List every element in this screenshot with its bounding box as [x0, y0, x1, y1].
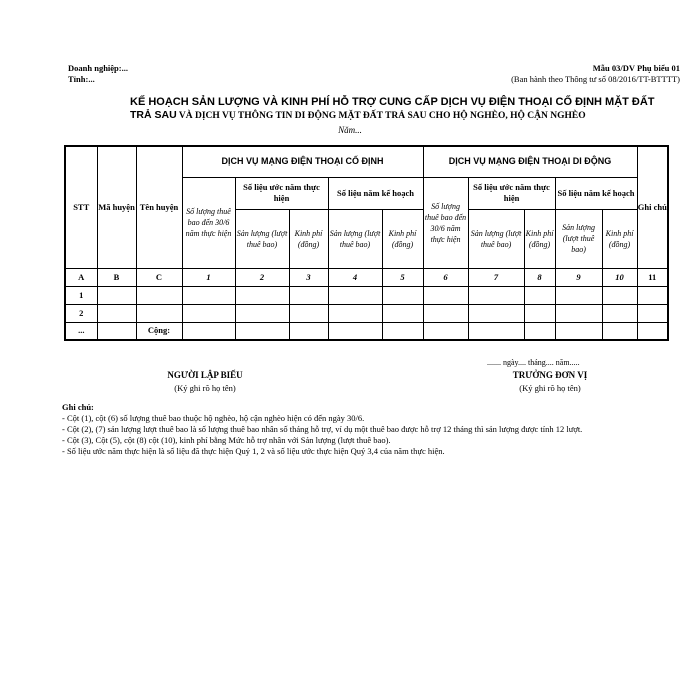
fixed-plan-header: Số liệu năm kế hoạch: [328, 177, 423, 209]
note-item: - Cột (1), cột (6) số lượng thuê bao thuộc hộ nghèo, hộ cận nghèo hiện có đến ngày 30/6.: [62, 413, 365, 423]
note-item: - Cột (2), (7) sản lượng lượt thuê bao là số lượng thuê bao nhân số tháng hỗ trợ, ví dụ một thuê bao được hỗ trợ 12 tháng thì sản lượng được tính 12 lượt.: [62, 424, 583, 434]
mobile-plan-funding-header: Kinh phí (đồng): [602, 209, 637, 268]
index-cell: 7: [468, 268, 524, 286]
row-number: 2: [65, 304, 97, 322]
index-cell: 5: [382, 268, 423, 286]
index-cell: 6: [423, 268, 468, 286]
index-cell: C: [136, 268, 182, 286]
head-note: (Ký ghi rõ họ tên): [519, 383, 581, 393]
preparer-note: (Ký ghi rõ họ tên): [174, 383, 236, 393]
col-district-name-header: Tên huyện: [136, 146, 182, 268]
date-line: ....... ngày.... tháng.... năm.....: [487, 358, 580, 367]
fixed-plan-volume-header: Sản lượng (lượt thuê bao): [328, 209, 382, 268]
preparer-signature: [130, 369, 280, 395]
index-cell: 9: [555, 268, 602, 286]
document-title: KẾ HOẠCH SẢN LƯỢNG VÀ KINH PHÍ HỖ TRỢ CUNG CẤP DỊCH VỤ ĐIỆN THOẠI CỐ ĐỊNH MẶT ĐẤT: [130, 96, 655, 108]
index-cell: 4: [328, 268, 382, 286]
col-note-header: Ghi chú: [637, 146, 668, 268]
row-number: 1: [65, 286, 97, 304]
province-label: Tỉnh:...: [68, 74, 95, 84]
index-cell: 2: [235, 268, 289, 286]
index-cell: 11: [637, 268, 668, 286]
head-title: TRƯỞNG ĐƠN VỊ: [512, 370, 588, 380]
mobile-estimate-volume-header: Sản lượng (lượt thuê bao): [468, 209, 524, 268]
table-row: [65, 322, 668, 340]
note-item: - Cột (3), Cột (5), cột (8) cột (10), kinh phí bằng Mức hỗ trợ nhân với Sản lượng (lượt thuê bao).: [62, 435, 391, 445]
mobile-subscribers-header: Số lượng thuê bao đến 30/6 năm thực hiện: [423, 177, 468, 268]
index-cell: 10: [602, 268, 637, 286]
head-signature: [475, 369, 625, 395]
table-row: [65, 304, 668, 322]
col-district-code-header: Mã huyện: [97, 146, 136, 268]
index-cell: 8: [524, 268, 555, 286]
enterprise-label: Doanh nghiệp:...: [68, 63, 128, 73]
subtitle-rest: VÀ DỊCH VỤ THÔNG TIN DI ĐỘNG MẶT ĐẤT TRẢ SAU CHO HỘ NGHÈO, HỘ CẬN NGHÈO: [176, 111, 586, 121]
preparer-title: NGƯỜI LẬP BIỂU: [167, 370, 243, 380]
row-number: ...: [65, 322, 97, 340]
index-cell: 1: [182, 268, 235, 286]
plan-table: [64, 145, 669, 341]
group-fixed-header: DỊCH VỤ MẠNG ĐIỆN THOẠI CỐ ĐỊNH: [182, 146, 423, 177]
fixed-estimate-header: Số liệu ước năm thực hiện: [235, 177, 328, 209]
document-subtitle: [130, 109, 586, 121]
issued-by: (Ban hành theo Thông tư số 08/2016/TT-BTTTT): [511, 74, 680, 84]
header-left: [68, 63, 128, 85]
header-right: [511, 63, 680, 85]
mobile-plan-header: Số liệu năm kế hoạch: [555, 177, 637, 209]
notes-section: [62, 402, 647, 457]
fixed-estimate-funding-header: Kinh phí (đồng): [289, 209, 328, 268]
index-cell: 3: [289, 268, 328, 286]
index-cell: B: [97, 268, 136, 286]
subtitle-lead: TRẢ SAU: [130, 109, 177, 121]
col-stt-header: STT: [65, 146, 97, 268]
fixed-subscribers-header: Số lượng thuê bao đến 30/6 năm thực hiện: [182, 177, 235, 268]
table-row: [65, 286, 668, 304]
notes-title: Ghi chú:: [62, 402, 94, 412]
total-label: Cộng:: [136, 322, 182, 340]
index-cell: A: [65, 268, 97, 286]
note-item: - Số liệu ước năm thực hiện là số liệu đã thực hiện Quý 1, 2 và số liệu ước thực hiện Quý 3,4 của năm thực hiện.: [62, 446, 445, 456]
index-row: [65, 268, 668, 286]
mobile-estimate-header: Số liệu ước năm thực hiện: [468, 177, 555, 209]
fixed-plan-funding-header: Kinh phí (đồng): [382, 209, 423, 268]
form-code: Mẫu 03/DV Phụ biểu 01: [592, 63, 680, 73]
fixed-estimate-volume-header: Sản lượng (lượt thuê bao): [235, 209, 289, 268]
mobile-plan-volume-header: Sản lượng (lượt thuê bao): [555, 209, 602, 268]
mobile-estimate-funding-header: Kinh phí (đồng): [524, 209, 555, 268]
document-year: Năm...: [338, 125, 362, 135]
group-mobile-header: DỊCH VỤ MẠNG ĐIỆN THOẠI DI ĐỘNG: [423, 146, 637, 177]
